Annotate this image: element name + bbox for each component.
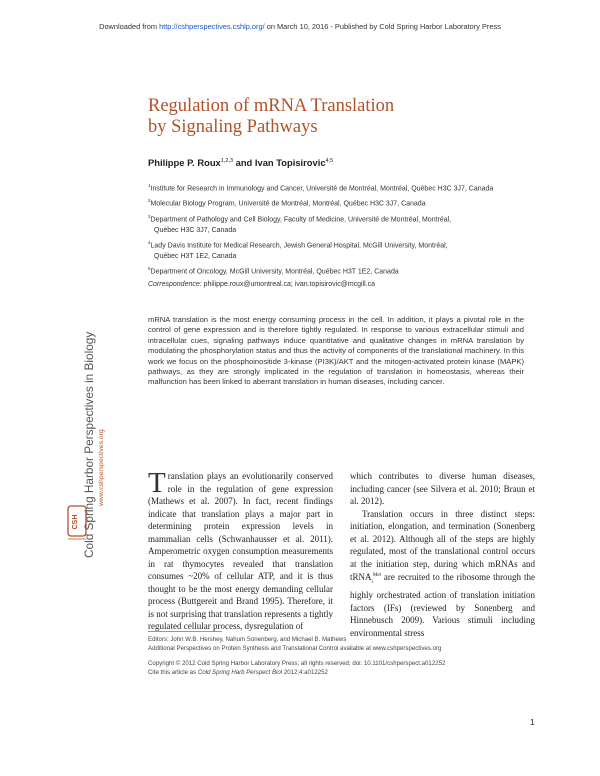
correspondence: Correspondence: philippe.roux@umontreal.ca; ivan.topisirovic@mcgill.ca [148,280,376,288]
correspondence-emails[interactable]: philippe.roux@umontreal.ca; ivan.topisirovic@mcgill.ca [201,280,376,288]
page-number: 1 [530,717,535,727]
drop-cap: T [148,467,166,499]
affiliations [148,180,568,291]
abstract: mRNA translation is the most energy consuming process in the cell. In addition, it plays a pivotal role in the control of gene expression and is therefore tightly regulated. In response to various extracellular stimuli and intracellular cues, signaling pathways induce quantitative and qualitative changes in mRNA translation by modulating the phosphorylation status and thus the activity of components of the translational machinery. In this work we focus on the phosphoinositide 3-kinase (PI3K)/AKT and the mitogen-activated protein kinase (MAPK) pathways, as they are strongly implicated in the regulation of translation in homeostasis, whereas their malfunction has been linked to aberrant translation in human diseases, including cancer. [148,315,524,387]
download-suffix: on March 10, 2016 - Published by Cold Spring Harbor Laboratory Press [264,22,501,31]
affiliation-2: $^2$Molecular Biology Program, Université de Montréal, Montréal, Québec H3C 3J7, Canada [148,198,426,208]
author-line [148,157,333,168]
footer-rule [148,631,222,632]
author-2-affiliations: 4,5 [325,157,334,164]
author-conjunction: and [233,157,255,168]
citation-line: Cite this article as Cold Spring Harb Perspect Biol 2012;4:a012252 [148,668,328,676]
affiliation-5: $^5$Department of Oncology, McGill University, Montréal, Québec H3T 1E2, Canada [148,266,399,276]
journal-name: Cold Spring Harbor Perspectives in Biology [82,331,96,558]
body-column-2 [350,470,535,639]
affiliation-1: $^1$Institute for Research in Immunology and Cancer, Université de Montréal, Montréal, Québec H3C 3J7, Canada [148,183,494,193]
download-notice [0,22,600,31]
editors-line: Editors: John W.B. Hershey, Nahum Sonenberg, and Michael B. Mathews [148,636,347,643]
affiliation-3: $^3$Department of Pathology and Cell Biology, Faculty of Medicine, Université de Montréal, Montréal, Québec H3C 3J7, Canada [148,213,452,234]
body-paragraph-1: ranslation plays an evolutionarily conserved role in the regulation of gene expression (Mathews et al. 2007). In fact, recent findings indicate that translation plays a major part in determining protein expression levels in mammalian cells (Schwanhausser et al. 2011). Amperometric oxygen consumption measurements in rat thymocytes revealed that translation consumes ~20% of cellular ATP, and it is thus thought to be the most energy demanding cellular process (Buttgereit and Brand 1995). Therefore, it is not surprising that translation represents a tightly regulated cellular process, dysregulation of [148,471,333,631]
article-title [148,96,568,138]
journal-website[interactable]: www.cshperspectives.org [98,429,105,506]
affiliation-4: $^4$Lady Davis Institute for Medical Research, Jewish General Hospital, McGill University, Montréal, Québec H3T 1E2, Canada [148,239,448,261]
title-line-2: by Signaling Pathways [148,117,318,137]
author-1-affiliations: 1,2,3 [220,157,233,164]
body-column-1 [148,467,333,633]
csh-perspectives-logo [66,500,88,540]
body-paragraph-2: Translation occurs in three distinct steps: initiation, elongation, and termination (Sonenberg et al. 2012). Although all of the steps are highly regulated, most of the translational control occurs at the initiation step, during which mRNAs and tRNA$_i^{Met}$ are recruited to the ribosome through the highly orchestrated action of translation initiation factors (IFs) (reviewed by Sonenberg and Hinnebusch 2009). Various stimuli including environmental stress [350,508,535,638]
title-line-1: Regulation of mRNA Translation [148,96,395,116]
body-paragraph-1-cont: which contributes to diverse human diseases, including cancer (see Silvera et al. 2010; Braun et al. 2012). [350,471,535,506]
source-link[interactable]: http://cshperspectives.cshlp.org/ [159,22,265,31]
logo-word: perspectives [68,537,86,540]
author-2: Ivan Topisirovic [254,157,326,168]
download-prefix: Downloaded from [99,22,160,31]
logo-letters: CSH [72,514,79,530]
additional-perspectives-line: Additional Perspectives on Protein Synthesis and Translational Control available at www.cshperspectives.org [148,644,442,652]
copyright-line: Copyright © 2012 Cold Spring Harbor Laboratory Press; all rights reserved; doi: 10.1101/cshperspect.a012252 [148,660,446,668]
author-1: Philippe P. Roux [148,157,221,168]
footer-notes [148,636,548,677]
